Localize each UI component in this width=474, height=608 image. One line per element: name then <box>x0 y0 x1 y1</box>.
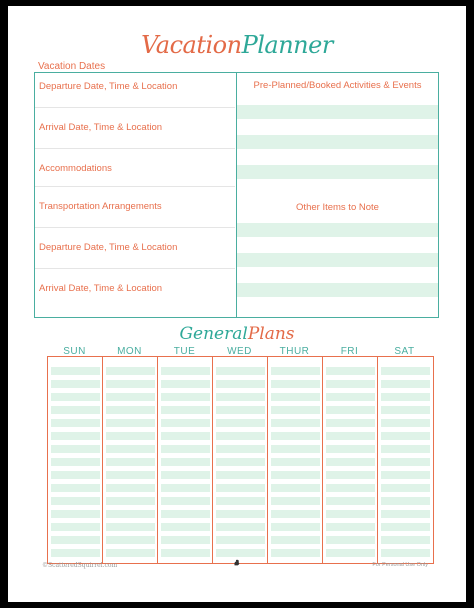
day-stripe <box>216 523 265 531</box>
day-stripe <box>51 432 100 440</box>
day-stripe <box>381 432 430 440</box>
day-column-fri <box>323 357 378 563</box>
day-stripe <box>271 484 320 492</box>
day-stripe <box>106 523 155 531</box>
field-arrival-2: Arrival Date, Time & Location <box>39 283 163 294</box>
day-stripe <box>51 497 100 505</box>
day-column-thur <box>268 357 323 563</box>
day-stripe <box>326 510 375 518</box>
day-stripe <box>381 523 430 531</box>
day-stripe <box>106 484 155 492</box>
day-stripe <box>106 393 155 401</box>
day-stripe <box>161 380 210 388</box>
day-stripe <box>271 445 320 453</box>
field-accommodations: Accommodations <box>39 163 112 174</box>
day-stripe <box>216 484 265 492</box>
day-stripe <box>161 471 210 479</box>
day-stripe <box>381 510 430 518</box>
field-transportation: Transportation Arrangements <box>39 201 162 212</box>
day-stripe <box>326 445 375 453</box>
day-stripe <box>326 484 375 492</box>
day-stripe <box>271 367 320 375</box>
field-departure-1: Departure Date, Time & Location <box>39 81 178 92</box>
day-label-sun: SUN <box>63 346 86 357</box>
day-label-fri: FRI <box>340 346 359 357</box>
day-separator <box>212 357 213 563</box>
day-stripe <box>381 471 430 479</box>
field-arrival-1: Arrival Date, Time & Location <box>39 122 163 133</box>
day-stripe <box>271 497 320 505</box>
day-stripe <box>216 536 265 544</box>
day-stripe <box>51 419 100 427</box>
day-stripe <box>216 393 265 401</box>
day-stripe <box>381 406 430 414</box>
day-stripe <box>271 432 320 440</box>
day-stripe <box>51 380 100 388</box>
day-stripe <box>216 458 265 466</box>
day-stripe <box>326 406 375 414</box>
day-stripe <box>51 393 100 401</box>
day-stripe <box>381 367 430 375</box>
day-stripe <box>381 458 430 466</box>
day-stripe <box>326 471 375 479</box>
day-stripe <box>326 497 375 505</box>
day-stripe <box>216 380 265 388</box>
day-stripe <box>271 536 320 544</box>
day-stripe <box>106 510 155 518</box>
day-stripe <box>326 419 375 427</box>
day-stripe <box>161 445 210 453</box>
day-stripe <box>271 393 320 401</box>
footer-copyright: ©ScatteredSquirrel.com <box>42 562 118 569</box>
day-stripe <box>326 458 375 466</box>
day-stripe <box>106 458 155 466</box>
field-line <box>35 268 235 269</box>
day-stripe <box>106 432 155 440</box>
day-stripe <box>51 484 100 492</box>
day-stripe <box>161 367 210 375</box>
planner-page <box>8 6 466 602</box>
day-separator <box>267 357 268 563</box>
day-stripe <box>161 484 210 492</box>
note-stripe <box>237 223 438 237</box>
general-word: General <box>179 324 248 344</box>
activities-heading: Pre-Planned/Booked Activities & Events <box>253 80 422 91</box>
plans-word: Plans <box>247 324 295 344</box>
day-stripe <box>326 523 375 531</box>
other-items-heading: Other Items to Note <box>237 202 438 213</box>
day-stripe <box>106 536 155 544</box>
note-stripe <box>237 283 438 297</box>
day-label-tue: TUE <box>173 346 196 357</box>
day-stripe <box>216 406 265 414</box>
squirrel-icon <box>233 559 241 567</box>
field-line <box>35 227 235 228</box>
day-stripe <box>161 458 210 466</box>
day-label-mon: MON <box>117 346 142 357</box>
day-stripe <box>381 536 430 544</box>
day-stripe <box>326 393 375 401</box>
day-stripe <box>161 549 210 557</box>
day-stripe <box>326 432 375 440</box>
title-planner: Planner <box>241 31 333 59</box>
day-stripe <box>381 484 430 492</box>
general-plans-title <box>8 324 466 344</box>
field-line <box>35 107 235 108</box>
day-stripe <box>381 497 430 505</box>
day-stripe <box>381 445 430 453</box>
day-stripe <box>51 549 100 557</box>
day-stripe <box>326 367 375 375</box>
day-stripe <box>106 380 155 388</box>
day-stripe <box>51 458 100 466</box>
day-label-thur: THUR <box>279 346 310 357</box>
day-stripe <box>216 497 265 505</box>
day-stripe <box>216 549 265 557</box>
day-stripe <box>271 458 320 466</box>
day-stripe <box>271 549 320 557</box>
day-stripe <box>106 419 155 427</box>
day-stripe <box>216 471 265 479</box>
note-stripe <box>237 253 438 267</box>
day-column-sat <box>378 357 433 563</box>
day-stripe <box>51 367 100 375</box>
day-stripe <box>381 380 430 388</box>
day-stripe <box>161 510 210 518</box>
day-stripe <box>161 432 210 440</box>
day-stripe <box>271 380 320 388</box>
day-label-wed: WED <box>227 346 252 357</box>
day-stripe <box>381 419 430 427</box>
day-stripe <box>161 536 210 544</box>
field-departure-2: Departure Date, Time & Location <box>39 242 178 253</box>
weekly-calendar-grid <box>47 356 434 564</box>
day-stripe <box>271 523 320 531</box>
day-stripe <box>106 406 155 414</box>
day-stripe <box>326 380 375 388</box>
day-stripe <box>51 510 100 518</box>
day-stripe <box>106 471 155 479</box>
day-separator <box>157 357 158 563</box>
day-separator <box>102 357 103 563</box>
vacation-dates-label: Vacation Dates <box>38 61 106 72</box>
day-stripe <box>326 536 375 544</box>
day-column-wed <box>213 357 268 563</box>
day-stripe <box>161 419 210 427</box>
day-stripe <box>271 419 320 427</box>
day-stripe <box>381 393 430 401</box>
day-stripe <box>271 471 320 479</box>
day-label-sat: SAT <box>394 346 415 357</box>
day-stripe <box>161 393 210 401</box>
day-stripe <box>106 549 155 557</box>
day-stripe <box>51 406 100 414</box>
day-stripe <box>271 406 320 414</box>
day-stripe <box>51 536 100 544</box>
day-column-sun <box>48 357 103 563</box>
day-stripe <box>381 549 430 557</box>
title-vacation: Vacation <box>141 31 242 59</box>
day-stripe <box>51 471 100 479</box>
day-stripe <box>216 432 265 440</box>
day-stripe <box>326 549 375 557</box>
day-stripe <box>106 367 155 375</box>
day-column-mon <box>103 357 158 563</box>
day-stripe <box>161 523 210 531</box>
day-stripe <box>51 445 100 453</box>
footer-personal-use: For Personal Use Only <box>372 562 428 568</box>
note-stripe <box>237 105 438 119</box>
day-column-tue <box>158 357 213 563</box>
day-stripe <box>161 497 210 505</box>
day-stripe <box>51 523 100 531</box>
field-line <box>35 186 235 187</box>
day-stripe <box>271 510 320 518</box>
activities-column <box>237 73 438 317</box>
note-stripe <box>237 165 438 179</box>
day-stripe <box>106 445 155 453</box>
page-title <box>8 31 466 59</box>
day-stripe <box>216 445 265 453</box>
day-stripe <box>106 497 155 505</box>
day-stripe <box>216 510 265 518</box>
day-separator <box>322 357 323 563</box>
day-stripe <box>161 406 210 414</box>
day-separator <box>377 357 378 563</box>
day-stripe <box>216 367 265 375</box>
vacation-details-box <box>34 72 439 318</box>
note-stripe <box>237 135 438 149</box>
field-line <box>35 148 235 149</box>
day-stripe <box>216 419 265 427</box>
